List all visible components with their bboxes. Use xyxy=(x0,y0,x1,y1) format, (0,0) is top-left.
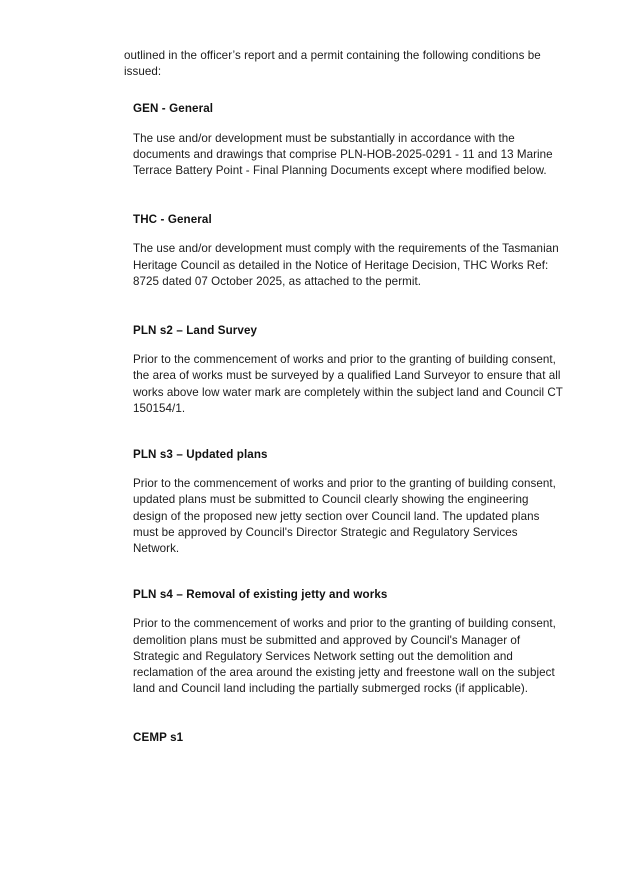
spacer xyxy=(124,118,564,131)
section-heading-pln-s2: PLN s2 – Land Survey xyxy=(133,324,258,338)
section-thc-general xyxy=(124,212,564,290)
spacer xyxy=(124,417,564,447)
document-body xyxy=(124,48,564,747)
section-heading-pln-s3: PLN s3 – Updated plans xyxy=(133,448,268,462)
section-body-pln-s2: Prior to the commencement of works and prior to the granting of building consent, the area of works must be surveyed by a qualified Land Surveyor to ensure that all works above low water mark are completely within the subject land and Council CT 150154/1. xyxy=(133,353,563,415)
intro-paragraph: outlined in the officer’s report and a permit containing the following conditions be issued: xyxy=(124,49,541,79)
section-body-gen-general: The use and/or development must be substantially in accordance with the documents and drawings that comprise PLN-HOB-2025-0291 - 11 and 13 Marine Terrace Battery Point - Final Planning Documents except where modified below. xyxy=(133,131,553,178)
spacer xyxy=(124,557,564,587)
spacer xyxy=(124,697,564,730)
spacer xyxy=(124,339,564,352)
spacer xyxy=(124,463,564,476)
section-heading-pln-s4: PLN s4 – Removal of existing jetty and works xyxy=(133,588,388,602)
section-pln-s3-updated-plans xyxy=(124,447,564,557)
spacer xyxy=(124,80,564,101)
section-heading-cemp-s1: CEMP s1 xyxy=(133,731,184,745)
section-heading-gen-general: GEN - General xyxy=(133,102,214,116)
section-pln-s4-removal-of-existing-jetty xyxy=(124,587,564,697)
spacer xyxy=(124,603,564,616)
section-body-pln-s4: Prior to the commencement of works and prior to the granting of building consent, demolition plans must be submitted and approved by Council's Manager of Strategic and Regulatory Services Network setting out the demolition and reclamation of the area around the existing jetty and freestone wall on the subject land and Council land including the partially submerged rocks (if applicable). xyxy=(133,617,556,696)
spacer xyxy=(124,290,564,323)
section-body-pln-s3: Prior to the commencement of works and prior to the granting of building consent, updated plans must be submitted to Council clearly showing the engineering design of the proposed new jetty section over Council land. The updated plans must be approved by Council's Director Strategic and Regulatory Services Network. xyxy=(133,477,556,556)
section-heading-thc-general: THC - General xyxy=(133,213,212,227)
section-cemp-s1 xyxy=(124,730,564,746)
section-pln-s2-land-survey xyxy=(124,323,564,417)
spacer xyxy=(124,179,564,212)
spacer xyxy=(124,228,564,241)
section-body-thc-general: The use and/or development must comply with the requirements of the Tasmanian Heritage Council as detailed in the Notice of Heritage Decision, THC Works Ref: 8725 dated 07 October 2025, as attached to the permit. xyxy=(133,242,559,288)
section-gen-general xyxy=(124,101,564,179)
